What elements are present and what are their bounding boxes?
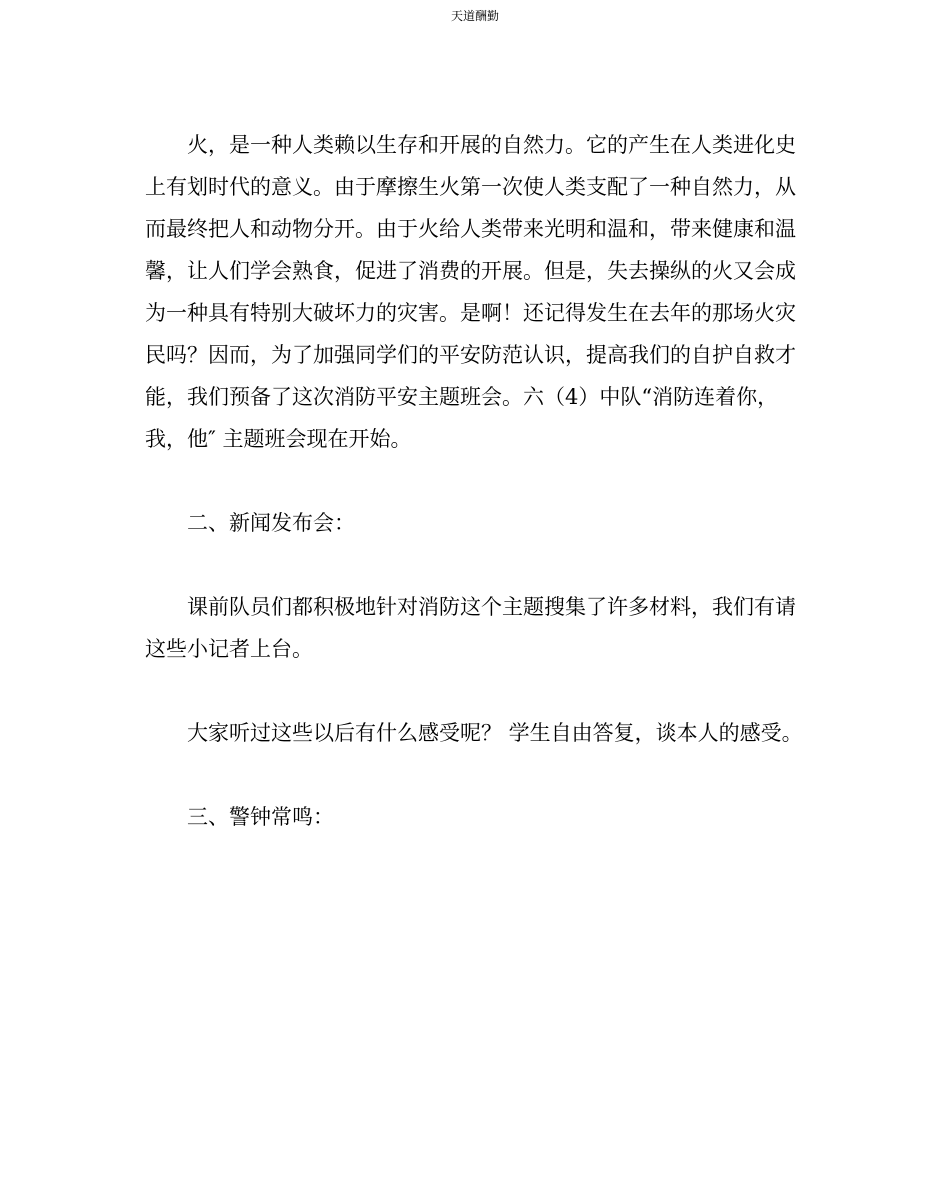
- reporters-paragraph: 课前队员们都积极地针对消防这个主题搜集了许多材料，我们有请这些小记者上台。: [145, 595, 796, 661]
- section-heading-news-conference: 二、新闻发布会：: [187, 511, 355, 535]
- intro-paragraph: 火，是一种人类赖以生存和开展的自然力。它的产生在人类进化史上有划时代的意义。由于摩擦生火第一次使人类支配了一种自然力，从而最终把人和动物分开。由于火给人类带来光明和温和，带来健康和温馨，让人们学会熟食，促进了消费的开展。但是，失去操纵的火又会成为一种具有特别大破坏力的灾害。是啊！还记得发生在去年的那场火灾民吗？因而，为了加强同学们的平安防范认识，提高我们的自护自救才能，我们预备了这次消防平安主题班会。六（4）中队“消防连着你，我，他″ 主题班会现在开始。: [145, 133, 796, 451]
- page-header: 天道酬勤: [450, 9, 499, 23]
- feelings-paragraph: 大家听过这些以后有什么感受呢？ 学生自由答复，谈本人的感受。: [187, 721, 803, 745]
- section-heading-alarm-bell: 三、警钟常鸣：: [187, 805, 334, 829]
- document-body: [145, 124, 805, 838]
